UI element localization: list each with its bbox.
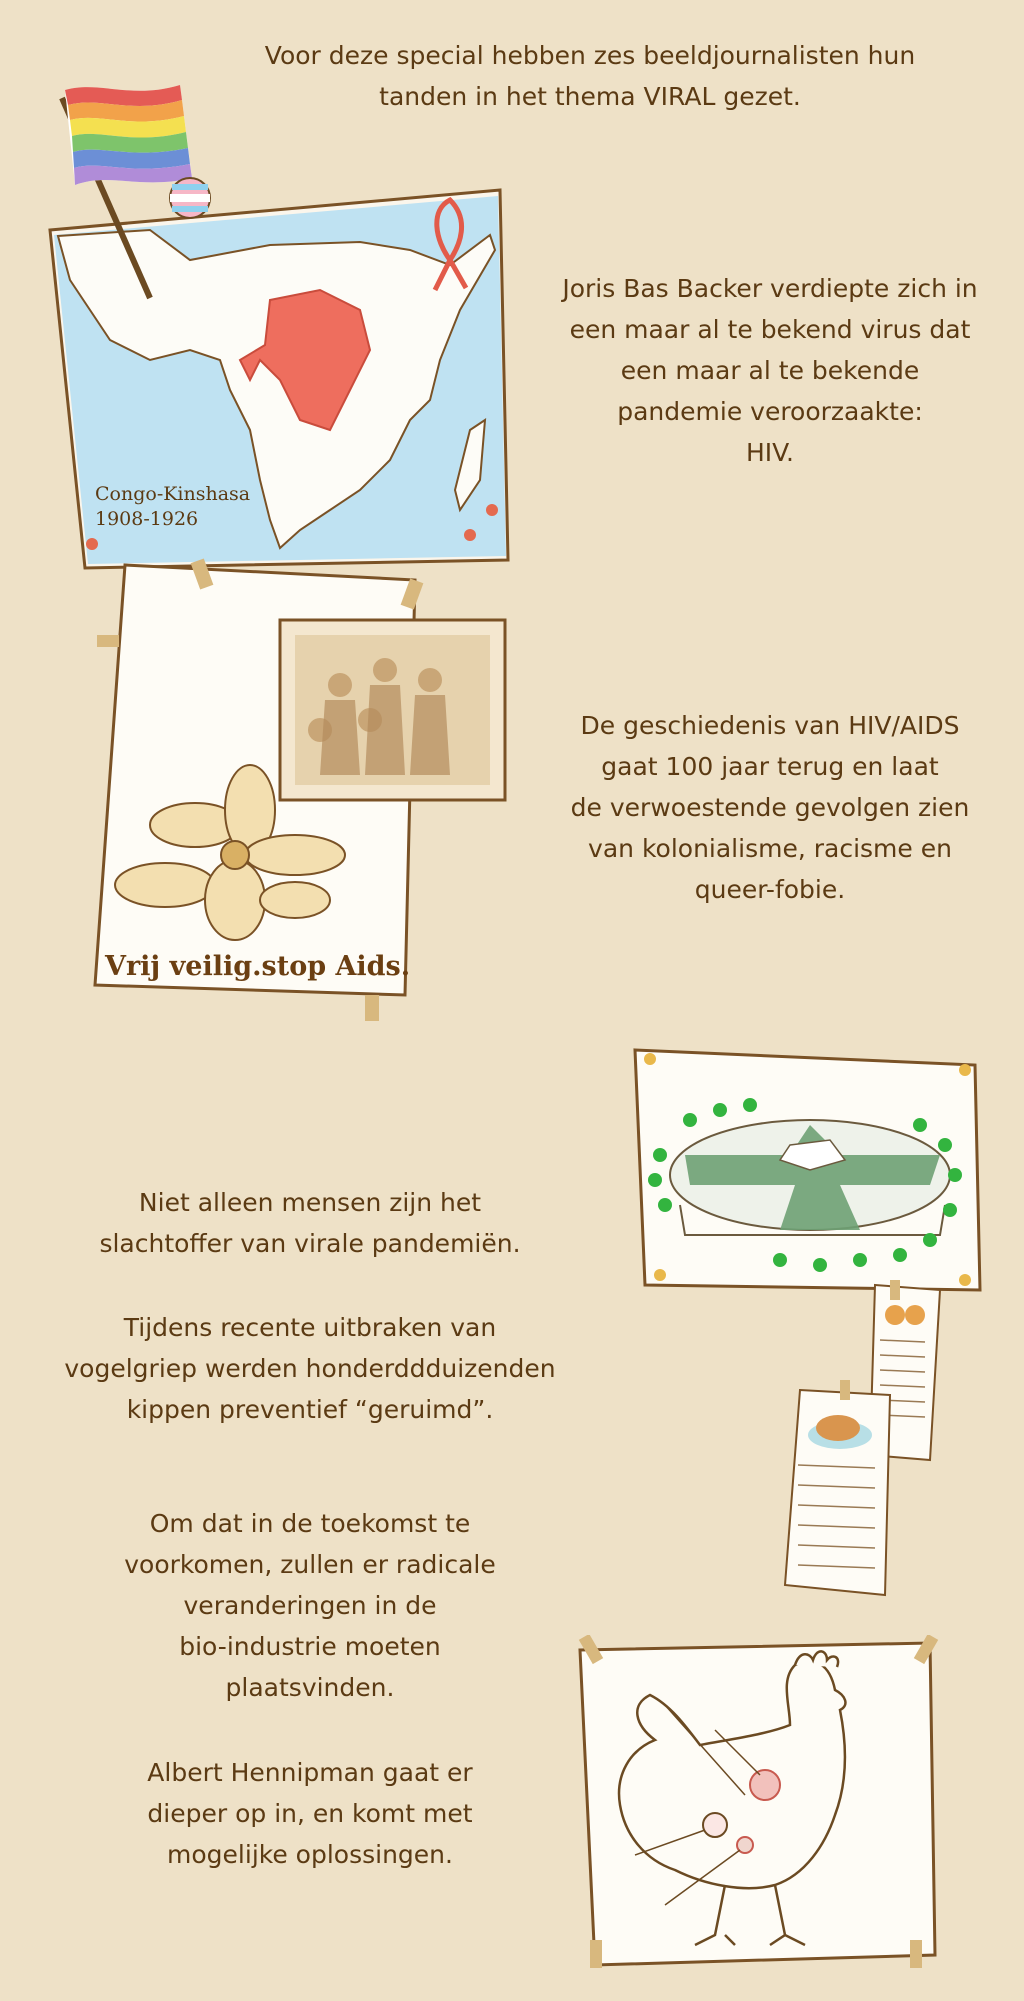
chicken-anatomy-illustration	[575, 1635, 955, 1975]
recipe-notes-illustration	[780, 1280, 980, 1600]
birdflu-text: Tijdens recente uitbraken van vogelgriep werden honderddduizenden kippen preventief “geruimd”.	[64, 1313, 556, 1424]
history-text: De geschiedenis van HIV/AIDS gaat 100 jaar terug en laat de verwoestende gevolgen zien van kolonialisme, racisme en queer-fobie.	[570, 711, 970, 904]
poster-slogan: Vrij veilig.stop Aids.	[105, 951, 411, 982]
poultry-farm-illustration	[630, 1045, 985, 1300]
map-label-years: 1908-1926	[95, 508, 199, 530]
hiv-intro-text: Joris Bas Backer verdiepte zich in een maar al te bekend virus dat een maar al te bekende pandemie veroorzaakte: HIV.	[562, 274, 978, 467]
rainbow-flag-icon	[65, 85, 192, 185]
africa-map-illustration	[30, 60, 510, 570]
animals-text: Niet alleen mensen zijn het slachtoffer van virale pandemiën.	[99, 1188, 521, 1258]
historical-photo	[280, 620, 505, 800]
map-label-place: Congo-Kinshasa	[95, 483, 251, 505]
aids-poster-illustration	[85, 555, 525, 1035]
intro-text: Voor deze special hebben zes beeldjournalisten hun tanden in het thema VIRAL gezet.	[264, 41, 916, 111]
future-text: Om dat in de toekomst te voorkomen, zullen er radicale veranderingen in de bio-industrie moeten plaatsvinden.	[124, 1509, 496, 1702]
author2-text: Albert Hennipman gaat er dieper op in, en komt met mogelijke oplossingen.	[147, 1758, 473, 1869]
